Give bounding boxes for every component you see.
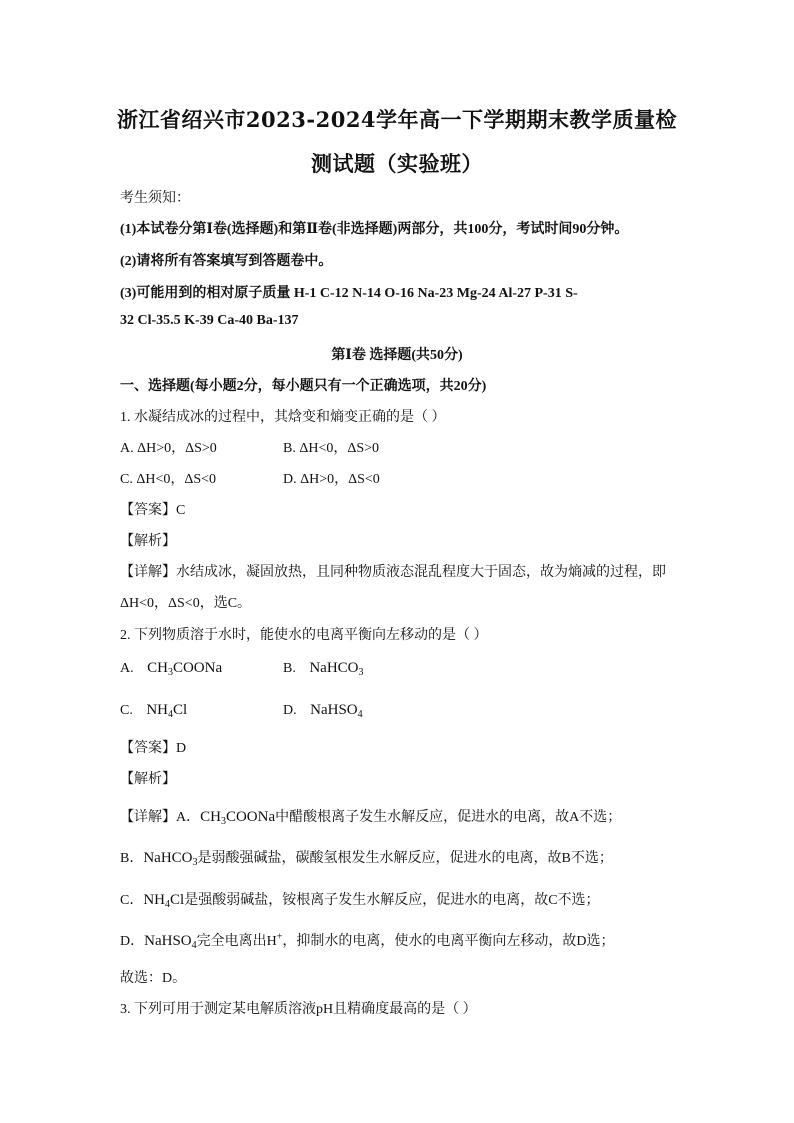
q2-option-a [120,660,222,678]
q1-option-c: C. ΔH<0，ΔS<0 [120,472,217,487]
q2-detail-a: 【详解】A．$CH_3COONa$中醋酸根离子发生水解反应，促进水的电离，故A不选； [120,809,622,827]
q1-answer: 【答案】C [120,503,186,518]
q1-option-d: D. ΔH>0，ΔS<0 [283,472,380,487]
q2-detail-c: C．$NH_4Cl$是强酸弱碱盐，铵根离子发生水解反应，促进水的电离，故C不选； [120,892,600,910]
option-letter: D. [283,703,297,718]
formula-nh4cl: $NH_4Cl$ [143,892,185,910]
q1-stem: 1. 水凝结成冰的过程中，其焓变和熵变正确的是（ ） [120,410,446,425]
q3-stem: 3. 下列可用于测定某电解质溶液pH且精确度最高的是（ ） [120,1002,477,1017]
formula-ch3coona: $CH_3COONa$ [200,809,276,827]
section-subtitle: 一、选择题(每小题2分，每小题只有一个正确选项，共20分) [120,379,487,394]
notice-heading: 考生须知： [120,191,190,206]
q1-detail-line1: 【详解】水结成冰，凝固放热，且同种物质液态混乱程度大于固态，故为熵减的过程，即 [120,565,666,580]
q2-detail-d: D．NaHSO$_4$完全电离出H+，抑制水的电离，使水的电离平衡向左移动，故D选； [120,931,615,951]
formula-nahso4: NaHSO$_4$ [144,933,197,951]
document-title-line2: 测试题（实验班） [311,151,483,176]
q2-conclusion: 故选：D。 [120,971,187,986]
q2-detail-b: B．NaHCO$_3$是弱酸强碱盐，碳酸氢根发生水解反应，促进水的电离，故B不选； [120,850,613,868]
q2-analysis-label: 【解析】 [120,772,176,787]
formula-ch3coona: $CH_3COONa$ [147,660,223,678]
q2-answer: 【答案】D [120,741,187,756]
formula-nahso4: NaHSO$_4$ [310,702,363,720]
q2-option-c [120,702,187,720]
q2-option-b [283,660,364,678]
notice-item-3-cont: 32 Cl-35.5 K-39 Ca-40 Ba-137 [120,313,299,328]
option-letter: A. [120,661,134,676]
q2-stem: 2. 下列物质溶于水时，能使水的电离平衡向左移动的是（ ） [120,628,488,643]
q1-option-b: B. ΔH<0，ΔS>0 [283,441,380,456]
q1-analysis-label: 【解析】 [120,534,176,549]
option-letter: B. [283,661,296,676]
formula-nh4cl: $NH_4Cl$ [146,702,188,720]
q1-option-a: A. ΔH>0，ΔS>0 [120,441,217,456]
notice-item-3: (3)可能用到的相对原子质量 H-1 C-12 N-14 O-16 Na-23 Mg-24 Al-27 P-31 S- [120,286,578,301]
formula-nahco3: NaHCO$_3$ [143,850,198,868]
notice-item-1: (1)本试卷分第Ⅰ卷(选择题)和第Ⅱ卷(非选择题)两部分，共100分，考试时间90分钟。 [120,222,629,237]
section-title: 第Ⅰ卷 选择题(共50分) [331,348,463,363]
notice-item-2: (2)请将所有答案填写到答题卷中。 [120,254,333,269]
q2-option-d [283,702,363,720]
formula-nahco3: NaHCO$_3$ [309,660,364,678]
document-title-line1: 浙江省绍兴市2023-2024学年高一下学期期末教学质量检 [116,107,678,132]
option-letter: C. [120,703,133,718]
q1-detail-line2: ΔH<0，ΔS<0，选C。 [120,596,252,611]
